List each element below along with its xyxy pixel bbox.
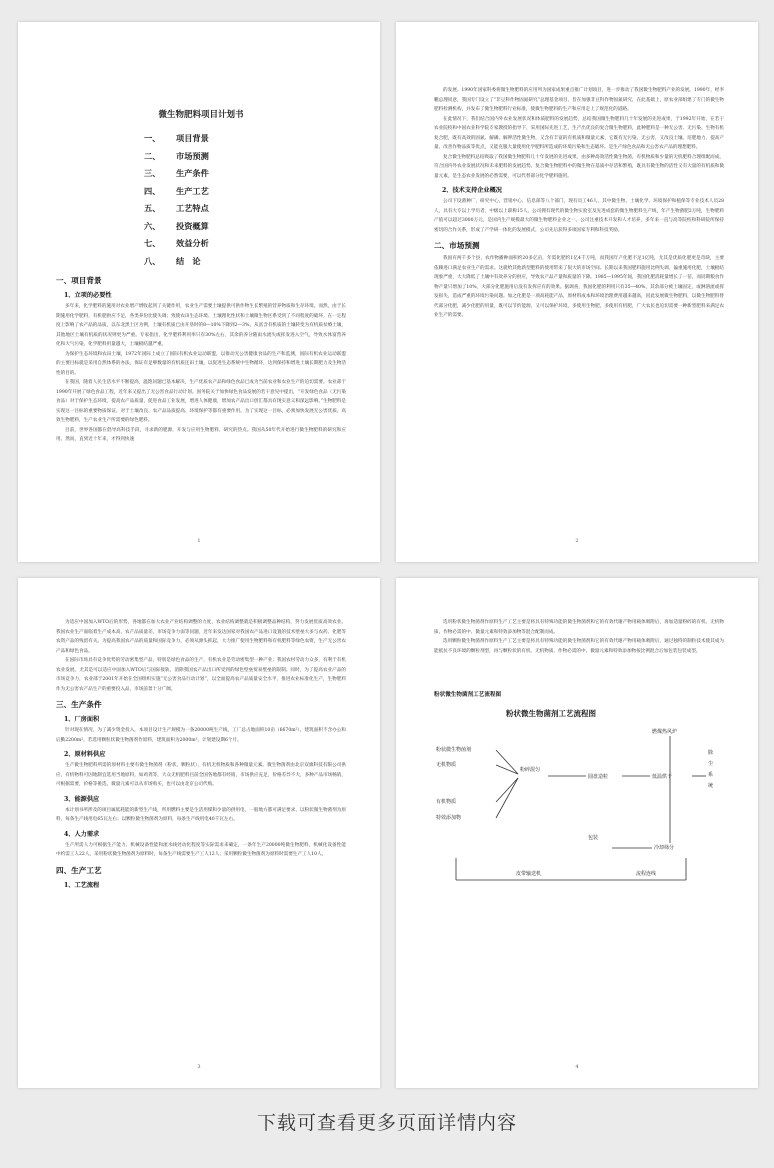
toc-item xyxy=(144,235,346,253)
paragraph: 针对现在情况，为了减少资金投入，本项目设计生产规模为一条20000吨生产线，工厂总占地面积10亩（6670m²），建筑面积不含办公和后勤2200m²，若选用颗粒状微生物菌剂作原料，建筑面积为2000m²，计划建设期6个月。 xyxy=(56,728,346,743)
toc-item xyxy=(144,148,346,166)
paragraph: 多年来，化学肥料的施用对农业增产增收起到了关键作用，农业生产需要土壤提供可供作物生长繁殖的营养物质和生存环境。而然，由于长期施用化学肥料，有机肥供应不足，各类养份比使失调；致使农田生态环境、土壤理化性状和土壤微生物区系受到了不同程度的破坏。在一定程度上影响了农产品的品质，以东北黑土区为例，土壤有机质已由开垦时的8—10%下降到2—3%，从富含有机质的土壤转变为有机质贫瘠土壤，其他地区土壤有机质的状况则更为严重。专家指出，化学肥料利用率只有30%左右，其余的养分随雨水流失或挥发进入空气，导致水体富营养化和大气污染，化学肥料用量越大，土壤板结越严重。 xyxy=(56,304,346,347)
toc-number: 八、 xyxy=(144,255,161,266)
crush-mix-label: 粉碎混匀 xyxy=(520,767,541,773)
toc-label: 生产条件 xyxy=(176,168,209,178)
subsection-heading: 1、厂房面积 xyxy=(64,716,100,723)
input-material-label: 特效添加物 xyxy=(436,815,462,821)
toc-item xyxy=(144,165,346,183)
toc-label: 市场预测 xyxy=(176,150,209,161)
toc-item xyxy=(144,218,346,236)
section-heading: 一、项目背景 xyxy=(56,276,102,285)
process-flow-chart xyxy=(436,708,732,888)
flow-chart-title: 粉状微生物菌剂工艺流程图 xyxy=(506,709,596,718)
paragraph: 生产微生物肥料所需的原材料主要有微生物菌剂（粉状、颗粒状），有机无机物质和各种微量元素。微生物菌剂由北京双旗科技有限公司供应，有机物料可因地制宜选用当地原料，如鸡粪等，大众无机肥料目前全国各地都有经销，市场供应充足，价格差异不大，多种产品市场畅销，可根据需要，价格等挑选，微量元素可以从市场购买，也可以由北京公司代购。 xyxy=(56,763,346,787)
document-page-3 xyxy=(18,578,380,1088)
page-body xyxy=(56,22,346,562)
toc-item xyxy=(144,253,346,271)
toc-label: 生产工艺 xyxy=(176,185,209,196)
package-label: 包装 xyxy=(588,835,599,841)
paragraph: 复合微生物肥料总结吸取了我国微生物肥料几十年发展的先进成果，由多种高效活性微生物菌，有机物质和少量的无机肥料合理组配而成，符合国内外农业发展状况和未来肥料的发展趋势。复合微生物肥料中的微生物在基质中存活和繁殖，既具有微生物的活性又有大量的有机质和微量元素，是生态农业发展的必然需要，可以代替部分化学肥料施用。 xyxy=(434,154,724,179)
paragraph: 本计划书所涉及的项目属低耗能的新型生产线，所用燃料主要是生活用煤和少量的供用电，一般地方都可满足要求，以粉状微生物菌剂为原料，每条生产线用电65瓦左右；以颗粒微生物菌剂为原料，每条生产线用电40千瓦左右。 xyxy=(56,807,346,822)
toc-number: 六、 xyxy=(144,220,161,231)
paragraph: 为适应中国加入WTO后的形势，各地都在加大农业产业结构调整的力度，农业结构调整就是积极调整品种结构，努力发展优质高效农业。我国农业生产面临着生产成本高、农产品质量差、市场竞争力弱等问题，近年来发达国家对我国农产品进口设置的技术壁垒大多与农药、化肥等农资产品的残留有关。为提高我国农产品的质量和国际竞争力，必须从源头抓起，大力推广使用生物肥料和有机肥料等绿色农资，生产无公害农产品和绿色食品。 xyxy=(56,620,346,654)
download-caption: 下载可查看更多页面详情内容 xyxy=(256,1112,517,1134)
paragraph: 在我国，随着人民生活水平不断提高，温饱问题已基本解决，生产优质农产品和绿色食品已成为当前农业和农业生产的迫切需要。农业部于1990年开展了绿色食品工程，近年来又提出了无公害食品行动计划。国务院关于加快绿色食品发展的若干意见中提出，“开发绿色食品（无污染食品）对于保护生态环境，提高农产品质量，促进食品工业发展，增进人体健康，增加农产品出口创汇都具有现实意义和深远影响。”生物肥料是实现这一目标的重要物质保证，对于土壤改良、农产品品质提高、环境保护等都有重要作用。为了实现这一目标，必须加快发展无公害优质、高效生物肥料，生产农业生产所需要的绿色肥料。 xyxy=(56,380,346,423)
subsection-heading: 4、人力需求 xyxy=(64,830,100,838)
chart-heading: 粉状微生物菌剂工艺流程图 xyxy=(434,692,502,698)
subsection-heading: 2、技术支持企业概况 xyxy=(442,187,502,194)
page-body xyxy=(434,86,724,562)
paragraph: 生产所需人力可根据生产能力、机械设备性能和流水线处动化程度等实际需求来确定，一条年生产20000吨微生物肥料，机械化设备性能中约需工人22人，采用粉状微生物菌剂为原料时，每条生产线需要生产工人12人；采用颗粒微生物菌剂为原料时需要生产工人10人。 xyxy=(56,842,346,857)
paragraph: 目前，世界各国都在倡导高科技手段，寻求新的肥源，开发与应用生物肥料，研究的热点。我国从50年代开始进行微生物肥料的研究和应用。然而，直到近十年来，才得到快速 xyxy=(56,427,346,442)
toc-item xyxy=(144,130,346,148)
toc-label: 效益分析 xyxy=(176,238,209,248)
paragraph: 公司下设菌种厂、研究中心、营销中心、信息部等八个部门，现有员工46人，其中微生物、土壤化学、环境保护和植保等专业技术人员28人，具有大专以上学历者，中级以上职称15人。公司拥有现代的微生物实验室及先进成套的微生物肥料生产线，年产生物菌肥2万吨，生物肥料产值可以超过3000万元，是国内生产规模最大的微生物肥料企业之一。公司注重技术开发和人才培养，多年来一直与高等院校和科研院所保持密切的合作关系，形成了产学研一体化的发展模式，公司先后获得多项国家专利和科技奖励。 xyxy=(434,199,724,233)
input-material-label: 粉状微生物菌剂 xyxy=(436,747,472,753)
granulate-label: 圆盘造粒 xyxy=(588,774,609,780)
toc-number: 三、 xyxy=(144,168,161,178)
document-title: 微生物肥料项目计划书 xyxy=(158,110,244,120)
toc-label: 结 论 xyxy=(176,255,201,266)
section-heading: 三、生产条件 xyxy=(56,700,102,709)
page-number: 1 xyxy=(197,538,201,544)
conveyor-label: 皮带输送机 xyxy=(516,871,542,877)
toc-label: 工艺特点 xyxy=(176,203,209,213)
toc-label: 投资概算 xyxy=(176,220,209,231)
toc-number: 七、 xyxy=(144,238,161,248)
table-of-contents xyxy=(144,130,346,270)
paragraph: 在国际市场具有竞争优势的劳动密集型产品，特别是绿色食品的生产，有机农业是劳动密集型一种产业；我国农村劳动力众多，有利于有机农业发展。尤其是可以适应中国加入WTO后与国际接轨，消除我国农产品出口所受到的绿色壁垒贸易壁垒的限制。同时，为了提高农业产品的市场竞争力，农业部于2001年开始在全国组织实施“无公害食品行动计划”，以全面提高农产品质量安全水平，推进农业标准化生产，生物肥料作为无公害农产品生产的重要投入品，市场前景十分广阔。 xyxy=(56,658,346,692)
input-material-label: 有机物质 xyxy=(436,799,457,805)
page-number: 4 xyxy=(575,1064,579,1070)
paragraph: 选用粉状微生物菌剂作原料生产工艺主要是将具有特殊功能的微生物菌剂和它的有效代谢产物用载体吸附后，再加适量粉碎的有机、无机物质、作物必需的中、微量元素和特效添加物等混合配制而成。 xyxy=(434,620,724,635)
hot-air-stove-label: 燃煤热风炉 xyxy=(652,729,678,735)
subsection-heading: 1、工艺流程 xyxy=(64,881,100,889)
dryer-label: 低温烘干 xyxy=(652,774,673,780)
toc-number: 一、 xyxy=(144,133,161,143)
paragraph: 我国有两千多个县，农作物播种面积约20多亿亩，年需化肥约1亿4千万吨，而我国年产化肥不足1亿吨，尤其是优质化肥更是奇缺，主要依赖进口满足农业生产的需求。这就给其他新型肥料的使用带来了很大的市场空间。长期以来我国肥料施用比例失调，偏重施用化肥，土壤板结现象严重，大大降低了土壤中有效养分的供应，导致农产品产量和质量的下降。1985—1995年间，我国化肥消耗量增长了一倍，而同期粮食作物产量只增加了10%，大部分化肥施用后没有发挥应有的效果。据调查，我国化肥的利用只有35—40%，其余部分被土壤固定，或淋溶流或挥发损失，造成严重的环境污染问题。加之化肥是一项高耗能产品，原材料成本和环境治理费用越来越高，因此发展微生物肥料，以微生物肥料替代部分化肥，减少化肥的用量，既可以节约能源，又可以保护环境，多使用生物肥，多使用有机肥，广大农民也迫切需要一种新型肥料来满足农业生产的需要。 xyxy=(434,256,724,318)
page-body xyxy=(56,618,346,1088)
input-material-label: 无机物质 xyxy=(436,762,457,768)
subsection-heading: 3、能源供应 xyxy=(64,795,100,803)
toc-number: 五、 xyxy=(144,203,161,213)
paragraph: 为保护生态环境和农田土壤，1972年国际上成立了国际有机农业运动联盟，以推动无公害健康食品的生产和监测，国际有机农业运动联盟的主要目标就是采用自然体系的办法，保证有足够数量的有机质还田土壤，以促进生态系统中生物循环，达到保持和增进土壤长期肥力及生物活性的目的。 xyxy=(56,351,346,376)
section-heading: 四、生产工艺 xyxy=(56,865,102,875)
toc-number: 二、 xyxy=(144,150,161,161)
subsection-heading: 2、原材料供应 xyxy=(64,751,106,758)
subsection-heading: 1、立项的必要性 xyxy=(64,292,112,299)
flow-line-label: 流程连线 xyxy=(636,871,657,877)
toc-item xyxy=(144,200,346,218)
page-number: 2 xyxy=(575,538,579,544)
paragraph: 选用颗粒微生物菌剂作原料生产工艺主要是将具有特殊功能的微生物菌剂和它的有效代谢产物用载体吸附后，通过独特的制粒技术使其成为能抵抗不良环境的颗粒剂型，再与颗粒状的有机、无机物质、作物必需的中、微量元素和特效添加物按比例混合后加包装包装成型。 xyxy=(434,639,724,654)
toc-label: 项目背景 xyxy=(176,133,209,143)
paragraph: 在此情况下，我们结合国内外农业发展状况和体质肥料的发展趋势，总结我国微生物肥料几十年发展的先进成果，于1992年开始，在若干农业院校和中国农业科学院专家教授的指导下，采用国际先进工艺，生产出优良的复合微生物肥料，此种肥料是一种无公害、无污染、生物有机复合肥，既有高效的固氮、解磷、解钾活性微生物，又含有丰富的有机质和微量元素，它既有无污染、无公害，又改良土壤、培肥地力、提高产量、改善作物品质等优点，又能克服大量使用化学肥料所造成的环境污染和生态破坏。是生产绿色食品和无公害农产品的理想肥料。 xyxy=(434,116,724,150)
cool-sieve-label: 冷却筛分 xyxy=(654,845,675,851)
toc-number: 四、 xyxy=(144,185,161,196)
document-page-2 xyxy=(396,22,758,562)
section-heading: 二、市场预测 xyxy=(434,241,480,250)
toc-item xyxy=(144,183,346,201)
dust-removal-label: 除尘系统 xyxy=(708,750,714,789)
flow-lines xyxy=(436,708,732,888)
document-page-4 xyxy=(396,578,758,1088)
document-page-1 xyxy=(18,22,380,562)
page-number: 3 xyxy=(197,1064,201,1070)
paragraph: 的发展。1990年国家科委将微生物肥料的应用列为国家成果重点推广计划项目，进一步推动了我国微生物肥料产业的发展。1990年，经李鹏总理同意，我国专门设立了“非豆科作物固氮研究”总理基金项目，旨在加强非豆科作物固氮研究，在此基础上，原农业部组建了专门的微生物肥料检测机构，并发布了微生物肥料行业标准，使微生物肥料的生产和应用走上了规范化的道路。 xyxy=(434,88,724,112)
